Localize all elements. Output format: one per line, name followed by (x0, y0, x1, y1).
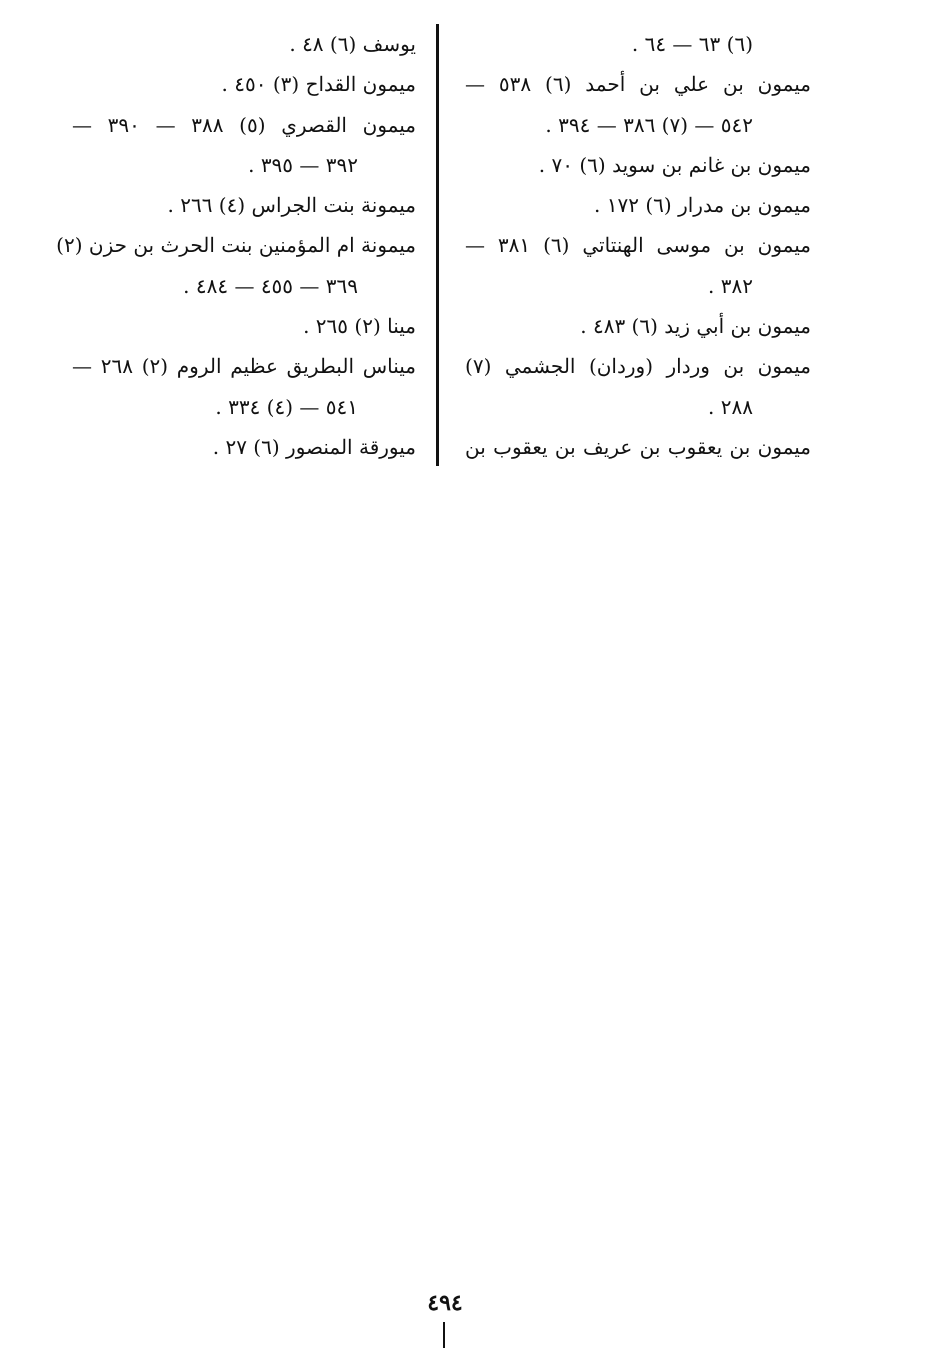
index-column-left (56, 24, 417, 467)
index-entry-line: مينا (٢) ٢٦٥ . (303, 314, 416, 339)
index-entry-line: ميمون بن علي بن أحمد (٦) ٥٣٨ — (465, 72, 811, 97)
index-entry-line: ميمونة ام المؤمنين بنت الحرث بن حزن (٢) (56, 233, 416, 258)
index-entry-line: ميمون بن مدرار (٦) ١٧٢ . (594, 193, 811, 218)
column-divider (436, 24, 439, 466)
page-number-mark (443, 1322, 445, 1348)
index-entry-line: ٣٩٢ — ٣٩٥ . (248, 152, 358, 177)
index-entry-line: ميمون بن وردار (وردان) الجشمي (٧) (465, 354, 811, 379)
index-entry-line: ميناس البطريق عظيم الروم (٢) ٢٦٨ — (72, 354, 417, 379)
page-number: ٤٩٤ (427, 1290, 463, 1316)
index-entry-line: ٣٨٢ . (708, 273, 753, 298)
index-entry-line: ميمون القصري (٥) ٣٨٨ — ٣٩٠ — (72, 112, 416, 137)
index-entry-line: ميمون بن يعقوب بن عريف بن يعقوب بن (465, 434, 811, 459)
index-entry-line: ميمون بن أبي زيد (٦) ٤٨٣ . (580, 314, 811, 339)
index-entry-line: ٥٤١ — (٤) ٣٣٤ . (215, 394, 358, 419)
index-entry-line: ميمون بن موسى الهنتاتي (٦) ٣٨١ — (465, 233, 811, 258)
index-entry-line: ميمونة بنت الجراس (٤) ٢٦٦ . (167, 193, 416, 218)
index-entry-line: ميورقة المنصور (٦) ٢٧ . (212, 434, 416, 459)
index-entry-line: (٦) ٦٣ — ٦٤ . (631, 32, 753, 56)
index-entry-line: يوسف (٦) ٤٨ . (289, 32, 416, 56)
index-entry-line: ٥٤٢ — (٧) ٣٨٦ — ٣٩٤ . (545, 112, 753, 137)
index-column-right (465, 24, 811, 467)
index-entry-line: ميمون بن غانم بن سويد (٦) ٧٠ . (538, 152, 811, 177)
index-entry-line: ٣٦٩ — ٤٥٥ — ٤٨٤ . (183, 273, 358, 298)
index-entry-line: ٢٨٨ . (708, 394, 753, 419)
index-entry-line: ميمون القداح (٣) ٤٥٠ . (221, 72, 416, 97)
